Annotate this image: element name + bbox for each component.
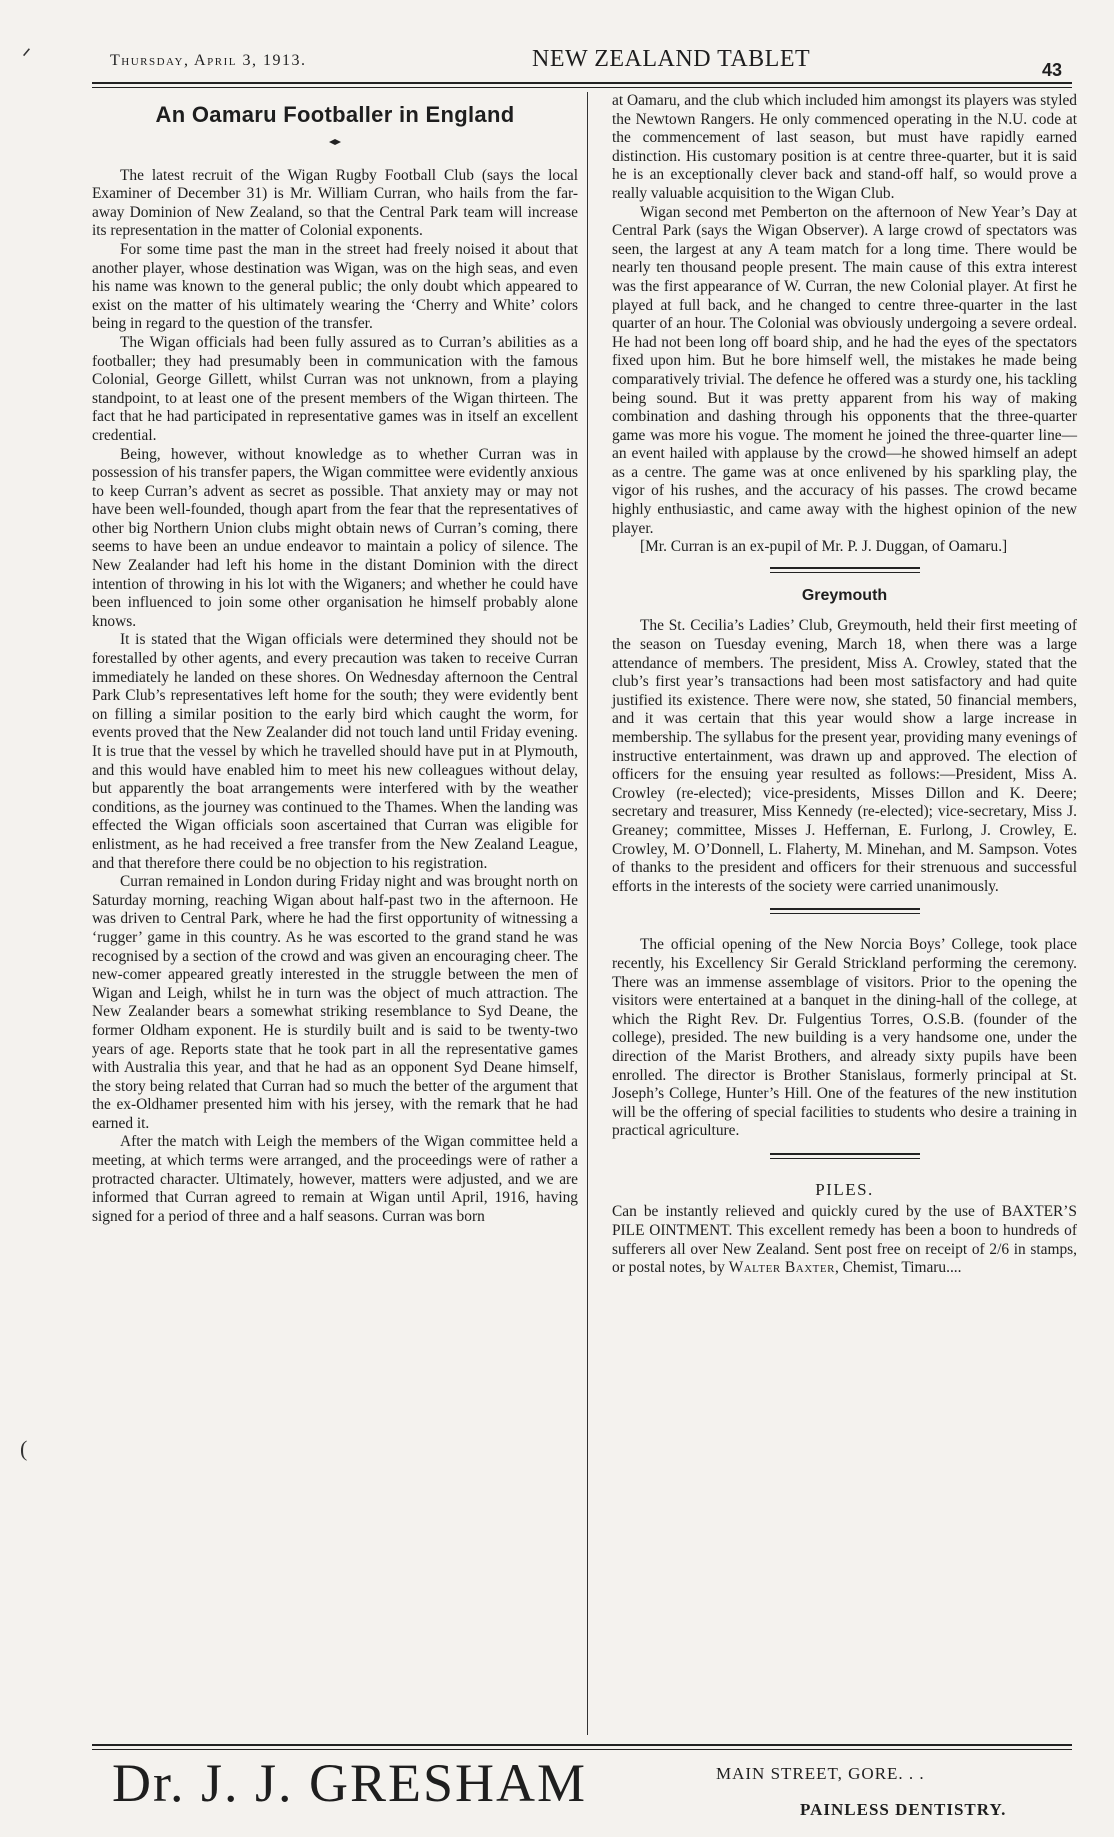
publication-title: NEW ZEALAND TABLET xyxy=(532,46,811,72)
issue-date: Thursday, April 3, 1913. xyxy=(110,52,307,69)
greymouth-paragraph: The St. Cecilia’s Ladies’ Club, Greymouth, held their first meeting of the season on Tuesday evening, March 18, when there was a large attendance of members. The president, Miss A. Crowley, stated that the club’s first year’s transactions had been most satisfactory and had quite justified its existence. There were now, she stated, 50 financial members, and it was certain that this year would show a large increase in membership. The syllabus for the present year, providing many evenings of instructive entertainment, was drawn up and approved. The election of officers for the ensuing year resulted as follows:—President, Miss A. Crowley (re-elected); vice-presidents, Misses Dillon and K. Deere; secretary and treasurer, Miss Kennedy (re-elected); vice-secretary, Miss J. Greaney; committee, Misses J. Heffernan, E. Furlong, J. Crowley, E. Crowley, M. O’Donnell, L. Flaherty, M. Minehan, and M. Sampson. Votes of thanks to the president and officers for their strenuous and successful efforts in the interests of the society were carried unanimously. xyxy=(612,617,1077,895)
article-paragraph: The Wigan officials had been fully assured as to Curran’s abilities as a footballer; they had presumably been in communication with the famous Colonial, George Gillett, whilst Curran was not unknown, from a playing standpoint, to at least one of the present members of the Wigan thirteen. The fact that he had participated in representative games was in itself an excellent credential. xyxy=(92,333,578,444)
piles-location: , Chemist, Timaru.... xyxy=(834,1259,962,1277)
dentist-address: MAIN STREET, GORE. . . xyxy=(716,1764,925,1783)
piles-ad-body: Can be instantly relieved and quickly cured by the use of BAXTER’S PILE OINTMENT. This excellent remedy has been a boon to hundreds of sufferers all over New Zealand. Sent post free on receipt of 2/6 in stamps, or postal notes, by xyxy=(612,1203,1077,1277)
editor-note: [Mr. Curran is an ex-pupil of Mr. P. J. Duggan, of Oamaru.] xyxy=(640,538,1008,556)
section-divider xyxy=(770,908,920,914)
header-rule-thin xyxy=(92,87,1072,88)
article-paragraph: Wigan second met Pemberton on the afternoon of New Year’s Day at Central Park (says the Wigan Observer). A large crowd of spectators was seen, the largest at any A team match for a long time. There would be nearly ten thousand people present. The main cause of this extra interest was the first appearance of W. Curran, the new Colonial player. At first he played at full back, and he changed to centre three-quarter in the last quarter of an hour. The Colonial was obviously undergoing a severe ordeal. He had not been long off board ship, and he had the eyes of the spectators fixed upon him. But he bore himself well, the mistakes he made being comparatively trivial. The defence he offered was a sturdy one, his tackling being sound. But it was pretty apparent from his way of making combination and dashing through his opponents that the three-quarter game was more his vogue. The moment he joined the three-quarter line—an event hailed with applause by the crowd—he showed himself an adept as a centre. The game was at once enlivened by his sparkling play, the vigor of his rushes, and the accuracy of his passes. The crowd became highly enthusiastic, and came away with the highest opinion of the new player. xyxy=(612,203,1077,537)
section-divider xyxy=(770,567,920,573)
footer-rule-thin xyxy=(92,1749,1072,1750)
article-paragraph: After the match with Leigh the members of the Wigan committee held a meeting, at which terms were arranged, and the proceedings were of rather a protracted character. Ultimately, however, matters were adjusted, and we are informed that Curran agreed to remain at Wigan until April, 1916, having signed for a period of three and a half seasons. Curran was born xyxy=(92,1133,578,1225)
new-norcia-paragraph: The official opening of the New Norcia Boys’ College, took place recently, his Excellency Sir Gerald Strickland performing the ceremony. There was an immense assemblage of visitors. Prior to the opening the visitors were entertained at a banquet in the dining-hall of the college, at which the Right Rev. Dr. Fulgentius Torres, O.S.B. (founder of the college), presided. The new building is a very handsome one, under the direction of the Marist Brothers, and already sixty pupils have been enrolled. The director is Brother Stanislaus, formerly principal at St. Joseph’s College, Hunter’s Hill. One of the features of the new institution will be the offering of special facilities to students who desire a training in practical agriculture. xyxy=(612,936,1077,1140)
dentist-name: Dr. J. J. GRESHAM xyxy=(112,1753,588,1813)
ornament-divider-icon xyxy=(305,139,365,145)
section-title-greymouth: Greymouth xyxy=(801,586,888,604)
article-paragraph: Curran remained in London during Friday night and was brought north on Saturday morning, reaching Wigan about half-past two in the afternoon. He was driven to Central Park, where he had the first opportunity of witnessing a ‘rugger’ game in this country. As he was escorted to the grand stand he was recognised by a section of the crowd and was given an encouraging cheer. The new-comer appeared greatly interested in the struggle between the men of Wigan and Leigh, whilst he in turn was the object of much attraction. The New Zealander bears a somewhat striking resemblance to Syd Deane, the former Oldham exponent. He is sturdily built and is said to be twenty-two years of age. Reports state that he took part in all the representative games with Australia this year, and that he had as an opponent Syd Deane himself, the story being related that Curran had so much the better of the argument that the ex-Oldhamer presented him with his jersey, with the remark that he had earned it. xyxy=(92,873,578,1132)
footer-rule xyxy=(92,1744,1072,1746)
article-title: An Oamaru Footballer in England xyxy=(155,102,515,127)
margin-tick-mark: ᐟ xyxy=(22,44,32,69)
piles-advertiser: Walter Baxter xyxy=(728,1259,835,1277)
section-divider xyxy=(770,1153,920,1159)
article-paragraph: Being, however, without knowledge as to whether Curran was in possession of his transfer papers, the Wigan committee were evidently anxious to keep Curran’s advent as secret as possible. That anxiety may or may not have been well-founded, though apart from the fear that the representatives of other big Northern Union clubs might obtain news of Curran’s coming, there seems to have been an undue endeavor to maintain a policy of silence. The New Zealander had left his home in the distant Dominion with the direct intention of throwing in his lot with the Wiganers; and whether he could have been influenced to join some other organisation he himself probably alone knows. xyxy=(92,445,578,630)
page-number: 43 xyxy=(1041,60,1062,80)
piles-ad-title: PILES. xyxy=(815,1179,874,1199)
article-paragraph: For some time past the man in the street had freely noised it about that another player, whose destination was Wigan, was on the high seas, and even his name was known to the general public; the only doubt which appeared to exist on the matter of his ultimately wearing the ‘Cherry and White’ colors being in regard to the question of the transfer. xyxy=(92,240,578,333)
column-divider xyxy=(587,92,588,1735)
page-header xyxy=(92,46,1072,84)
left-column xyxy=(92,100,578,1226)
article-paragraph: The latest recruit of the Wigan Rugby Football Club (says the local Examiner of December 31) is Mr. William Curran, who hails from the far-away Dominion of New Zealand, so that the Central Park team will increase its representation in the matter of Colonial exponents. xyxy=(92,166,578,240)
header-rule xyxy=(92,82,1072,84)
article-continuation: at Oamaru, and the club which included him amongst its players was styled the Newtown Rangers. He only commenced operating in the N.U. code at the commencement of last season, but must have rapidly earned distinction. His customary position is at centre three-quarter, but it is said he is an exceptionally clever back and stand-off half, so would prove a really valuable acquisition to the Wigan Club. xyxy=(612,92,1077,202)
margin-tick-mark: ( xyxy=(20,1436,28,1461)
article-paragraph: It is stated that the Wigan officials were determined they should not be forestalled by other agents, and every precaution was taken to receive Curran immediately he landed on these shores. On Wednesday afternoon the Central Park Club’s representatives left home for the south; they were evidently bent on filling a similar position to the early bird which caught the worm, for events proved that the New Zealander did not touch land until Friday evening. It is true that the vessel by which he travelled should have put in at Plymouth, and this would have enabled him to meet his new colleagues without delay, but apparently the boat arrangements were interfered with by the weather conditions, as the journey was continued to the Thames. When the landing was effected the Wigan officials soon ascertained that Curran was eligible for enlistment, as he had received a free transfer from the New Zealand League, and that therefore there could be no objection to his registration. xyxy=(92,631,578,872)
dentist-service: PAINLESS DENTISTRY. xyxy=(800,1800,1007,1819)
piles-ad-text xyxy=(612,1203,1077,1277)
right-column xyxy=(612,92,1077,1278)
